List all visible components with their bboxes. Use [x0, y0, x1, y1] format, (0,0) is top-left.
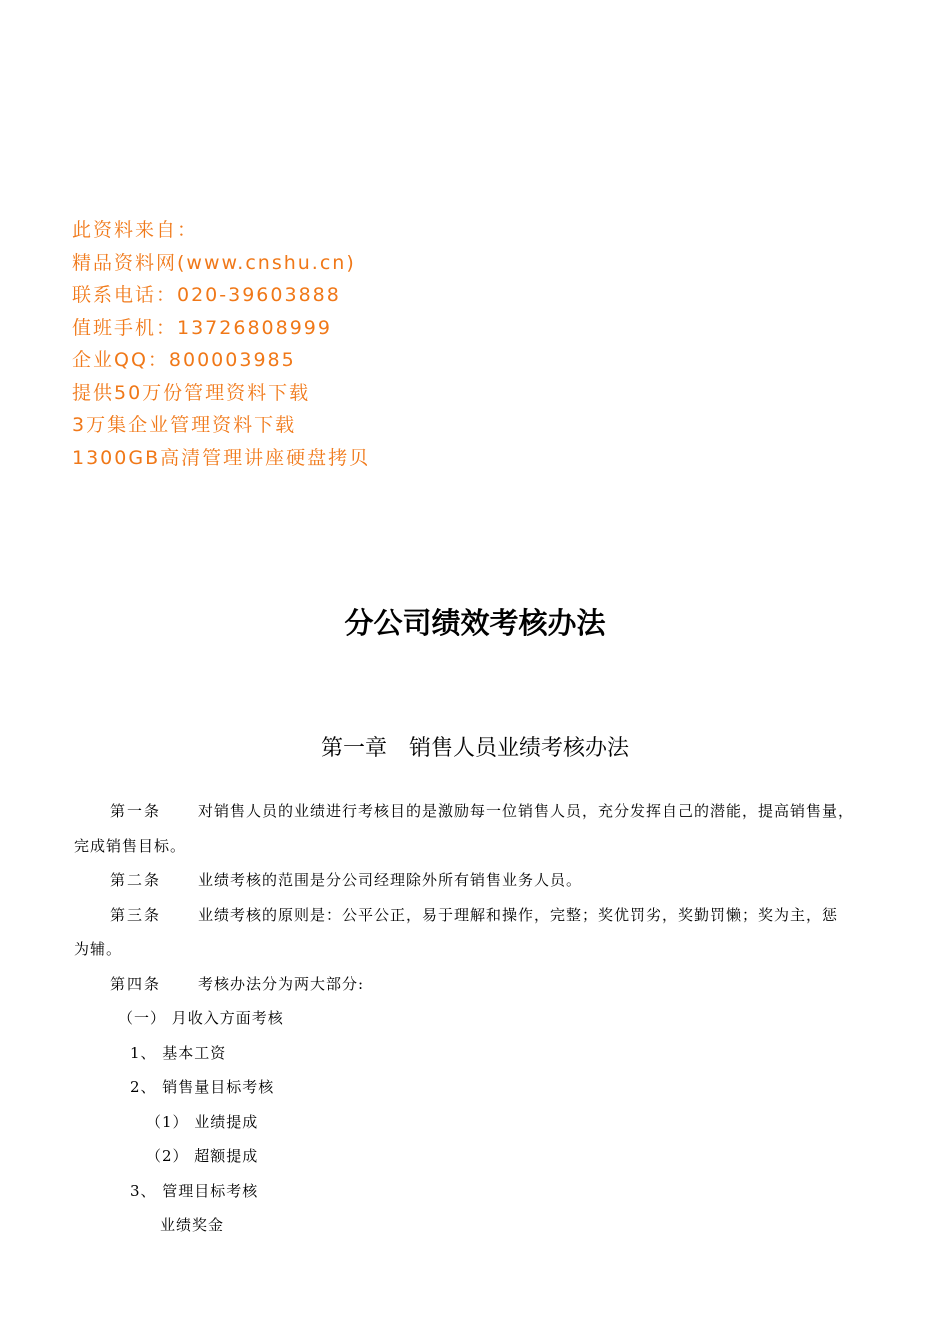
article-1-continuation: 完成销售目标。 [74, 836, 187, 855]
promo-line: 提供50万份管理资料下载 [72, 381, 311, 404]
article-2 [74, 863, 882, 898]
outline-item: 2、 销售量目标考核 [130, 1078, 275, 1096]
outline-item: 业绩奖金 [160, 1216, 225, 1234]
promo-line: 值班手机：13726808999 [72, 316, 332, 339]
article-text: 对销售人员的业绩进行考核目的是激励每一位销售人员，充分发挥自己的潜能，提高销售量， [198, 802, 855, 820]
article-label: 第四条 [110, 974, 162, 993]
promo-line: 此资料来自： [72, 219, 199, 241]
chapter-title: 第一章 销售人员业绩考核办法 [320, 736, 629, 761]
outline-item: （一） 月收入方面考核 [118, 1009, 284, 1027]
article-1 [74, 794, 882, 829]
outline-item: 3、 管理目标考核 [130, 1181, 259, 1200]
article-3-continuation: 为辅。 [74, 940, 123, 958]
article-4 [74, 967, 882, 1002]
outline-item: （1） 业绩提成 [146, 1112, 259, 1131]
article-label: 第三条 [110, 905, 162, 924]
article-3 [74, 898, 882, 933]
outline-item: 1、 基本工资 [130, 1043, 227, 1062]
document-title: 分公司绩效考核办法 [344, 606, 606, 640]
article-text: 考核办法分为两大部分: [198, 974, 365, 993]
article-text: 业绩考核的原则是：公平公正，易于理解和操作，完整；奖优罚劣，奖勤罚懒；奖为主，惩 [198, 905, 839, 924]
promo-line: 3万集企业管理资料下载 [72, 414, 297, 436]
outline-item: （2） 超额提成 [146, 1147, 259, 1165]
article-label: 第一条 [110, 802, 162, 820]
article-label: 第二条 [110, 871, 162, 889]
promo-line: 精品资料网(www.cnshu.cn) [72, 251, 356, 274]
document-body [74, 794, 882, 1243]
promo-line: 企业QQ：800003985 [72, 349, 296, 371]
promo-line: 联系电话：020-39603888 [72, 284, 341, 306]
article-text: 业绩考核的范围是分公司经理除外所有销售业务人员。 [198, 871, 583, 889]
promo-line: 1300GB高清管理讲座硬盘拷贝 [72, 446, 371, 469]
promo-block [72, 214, 370, 474]
